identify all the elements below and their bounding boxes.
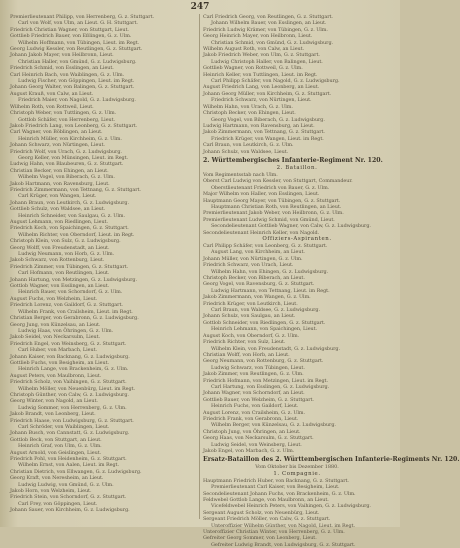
list-item: Secondelieutenant Johann Fuchs, von Brackenheim, G. z. Ulm.	[203, 490, 356, 497]
list-item: Friedrich Ludwig Krämer, von Tübingen, G. z. Ulm.	[203, 26, 328, 33]
list-item: Christian Wolff, von Horb, an Lieut.	[203, 351, 290, 358]
list-item: Gottlob Schneider, von Riedlingen, G. z. Stuttgart.	[203, 319, 326, 326]
section-intro: Vom Regimentsstab nach Ulm.	[203, 171, 278, 178]
list-item: Carl Philipp Schäfer, von Nagold, G. z. Ludwigsburg.	[211, 78, 340, 85]
list-item: Gefreiter Georg Sommer, von Leonberg, Lieut.	[203, 535, 317, 542]
list-item: Georg Vogel, von Biberach, G. z. Ludwigsburg.	[211, 116, 325, 123]
list-item: Carl Braun, von Waldsee, G. z. Ludwigsburg.	[211, 307, 321, 314]
list-item: Gottlieb Schulz, von Waldsee, an Lieut.	[10, 206, 106, 213]
list-item: Carl Frey, von Göppingen, Lieut.	[18, 500, 98, 507]
list-item: Johann Busch, von Cannstatt, G. z. Ludwigsburg.	[10, 430, 130, 437]
list-item: Carl Heinrich Bach, von Waiblingen, G. z. Ulm.	[10, 71, 125, 78]
list-item: Friedrich Stein, von Schorndorf, G. z. Stuttgart.	[10, 494, 127, 501]
list-item: Wilhelm Ernst, von Aalen, Lieut. im Regt.	[18, 462, 119, 469]
list-item: Johann Jakob Mayer, von Heilbronn, Lieut.	[10, 52, 114, 59]
list-item: Christian Berger, von Gerabronn, G. z. Ludwigsburg.	[10, 315, 139, 322]
list-item: Hauptmann Friedrich Huber, von Backnang, G. z. Stuttgart.	[203, 477, 349, 484]
list-item: Christoph Weber, von Tuttlingen, G. z. Ulm.	[10, 110, 117, 117]
list-item: Georg Neumann, von Rottenburg, G. z. Stuttgart.	[203, 358, 324, 365]
list-item: Johann Georg Walter, von Balingen, G. z. Stuttgart.	[10, 84, 135, 91]
list-item: Wilhelm August Roth, von Calw, an Lieut.	[203, 46, 305, 53]
list-item: Carl Friedrich Georg, von Reutlingen, G. z. Stuttgart.	[203, 14, 333, 20]
list-item: Heinrich Schneider, von Saulgau, G. z. Ulm.	[18, 212, 125, 219]
list-item: Jakob Friedrich Weber, von Ulm, G. z. Stuttgart.	[203, 52, 320, 59]
list-item: Johann Schulz, von Saulgau, an Lieut.	[203, 313, 296, 320]
list-item: Wilhelm Roth, von Rottweil, Lieut.	[10, 103, 94, 110]
list-item: Friedrich Koch, von Spaichingen, G. z. Stuttgart.	[10, 225, 129, 232]
list-item: Johann Schwarz, von Nürtingen, Lieut.	[10, 142, 105, 149]
list-item: Johann Schulz, von Waldsee, Lieut.	[203, 148, 289, 155]
list-item: Heinrich Müller, von Kirchheim, G. z. Ulm.	[18, 135, 122, 142]
list-item: Georg Haas, von Neckarsulm, G. z. Stuttgart.	[203, 435, 314, 442]
list-item: Gottlieb Wagner, von Rottweil, G. z. Ulm.	[203, 65, 303, 72]
section-heading-regiment: 2. Württembergisches Infanterie-Regiment Nr. 120.	[203, 156, 383, 164]
list-item: Ludwig Ludwig, von Gmünd, G. z. Ulm.	[18, 481, 114, 488]
list-item: Unteroffizier Christian Winter, von Herrenberg, G. z. Ulm.	[203, 529, 345, 536]
list-item: Friedrich Wolf, von Urach, G. z. Ludwigsburg.	[10, 148, 122, 155]
list-item: Friedrich Frank, von Gerabronn, Lieut.	[203, 415, 299, 422]
list-item: Christoph Günther, von Calw, G. z. Ludwigsburg.	[10, 391, 129, 398]
list-item: August Krauß, von Calw, an Lieut.	[10, 90, 94, 97]
right-column	[203, 14, 460, 548]
list-item: Wilhelm Hoffmann, von Tübingen, Lieut. im Regt.	[18, 39, 140, 46]
list-item: Ludwig Hartmann, von Tettnang, Lieut. im Regt.	[211, 287, 330, 294]
list-item: Sergeant August Scholz, von Neuenbürg, Lieut.	[203, 509, 320, 516]
list-item: Friedrich Zimmer, von Tübingen, G. z. Stuttgart.	[10, 263, 129, 270]
list-item: Jakob Engel, von Marbach, G. z. Ulm.	[203, 448, 295, 454]
list-item: Unteroffizier Wilhelm Günther, von Nagold, Lieut. im Regt.	[211, 522, 356, 529]
list-item: Friedrich Scholz, von Vaihingen, G. z. Stuttgart.	[10, 379, 127, 386]
list-item: Wilhelm Hahn, von Ehingen, G. z. Ludwigsburg.	[211, 268, 329, 275]
list-item: Friedrich Schwarz, von Nürtingen, Lieut.	[211, 97, 312, 104]
list-item: Wilhelm Berger, von Künzelsau, G. z. Ludwigsburg.	[211, 422, 336, 429]
column-divider	[199, 14, 200, 519]
list-item: Jakob Seidel, von Neckarsulm, Lieut.	[10, 334, 101, 341]
list-item: Friedrich Schmid, von Esslingen, an Lieut.	[10, 65, 114, 72]
list-item: Carl Schröder, von Waiblingen, Lieut.	[18, 424, 110, 430]
list-item: Jakob Hartmann, von Ravensburg, Lieut.	[10, 180, 110, 187]
list-item: August Lehmann, von Riedlingen, Lieut.	[10, 219, 108, 225]
list-item: Feldwebel Gottlob Lange, von Maulbronn, an Lieut.	[203, 497, 329, 504]
list-item: Christian Haller, von Gmünd, G. z. Ludwigsburg.	[18, 58, 137, 65]
list-item: Wilhelm Vogel, von Biberach, G. z. Ulm.	[18, 174, 115, 181]
list-item: Wilhelm Hahn, von Urach, G. z. Ulm.	[203, 103, 293, 110]
list-item: Johann Georg Müller, von Kirchheim, G. z. Stuttgart.	[203, 90, 332, 97]
list-item: Friedrich Haase, von Ludwigsburg, G. z. Stuttgart.	[10, 417, 134, 424]
list-item: Ludwig Fischer, von Göppingen, Lieut. im Regt.	[18, 78, 135, 85]
list-item: Friedrich Engel, von Weinsberg, G. z. Stuttgart.	[10, 340, 127, 347]
list-item: Heinrich Graf, von Ulm, G. z. Ulm.	[18, 443, 102, 450]
section-list-company	[203, 478, 391, 548]
list-item: Secondelieutenant Gottlieb Wagner, von Calw, G. z. Ludwigsburg.	[211, 223, 371, 230]
list-item: Johann Kaiser, von Backnang, G. z. Ludwigsburg.	[10, 353, 130, 360]
list-item: Friedrich Pohl, von Heidenheim, G. z. Stuttgart.	[10, 456, 127, 463]
list-item: Carl von Wolf, von Ulm, an Lieut. G. H. Stuttgart.	[18, 20, 138, 27]
list-item: Christoph Becker, von Ehingen, Lieut.	[203, 110, 296, 117]
list-item: Georg Vogel, von Ravensburg, G. z. Stuttgart.	[203, 281, 315, 288]
list-item: Carl Braun, von Leutkirch, G. z. Ulm.	[203, 142, 294, 149]
list-item: Gottlieb Friedrich Bauer, von Eßlingen, G. z. Ulm.	[10, 33, 132, 40]
list-item: Gottlob Beck, von Stuttgart, an Lieut.	[10, 436, 102, 443]
list-item: Gefreiter Ludwig Brandt, von Ludwigsburg, G. z. Stuttgart.	[211, 541, 356, 548]
list-item: Carl Hartung, von Esslingen, G. z. Ludwigsburg.	[211, 383, 330, 390]
list-item: Jakob Zimmermann, von Wangen, G. z. Ulm.	[203, 294, 311, 301]
list-item: Premierlieutenant Jakob Weber, von Heilbronn, G. z. Ulm.	[203, 210, 344, 217]
list-item: Premierlieutenant Philipp, von Herrenberg, G. z. Stuttgart.	[10, 14, 154, 20]
list-item: Jakob Friedrich Lang, von Leonberg, G. z. Stuttgart.	[10, 122, 138, 129]
list-item: Johann Sauer, von Kirchheim, G. z. Ludwigsburg.	[10, 507, 130, 514]
list-item: Oberst Carl Ludwig von Kessler, von Stuttgart, Commandeur.	[203, 178, 353, 185]
list-item: Friedrich Krüger, von Wangen, Lieut. im Regt.	[211, 135, 324, 142]
list-item: Carl Krüger, von Wangen, Lieut.	[18, 193, 97, 200]
list-item: Christoph Jung, von Öhringen, an Lieut.	[203, 428, 301, 435]
list-item: Hauptmann Georg Mayer, von Tübingen, G. z. Stuttgart.	[203, 197, 341, 204]
list-item: Wilhelm Frank, von Crailsheim, Lieut. im Regt.	[18, 308, 133, 315]
list-item: Heinrich Bauer, von Schorndorf, G. z. Ulm.	[18, 289, 123, 296]
list-item: Georg Winter, von Nagold, an Lieut.	[10, 398, 98, 405]
list-item: Gottlob Schäfer, von Herrenberg, Lieut.	[18, 116, 116, 123]
section-subheading-battalion: 2. Bataillon.	[276, 164, 318, 171]
list-item: Jakob Zimmermann, von Tettnang, G. z. Stuttgart.	[203, 129, 325, 136]
page-number: 247	[190, 2, 210, 12]
list-item: Christoph Klein, von Sulz, G. z. Ludwigsburg.	[10, 238, 121, 245]
section-subheading-company: 1. Compagnie.	[273, 470, 321, 477]
list-item: Heinrich Lange, von Brackenheim, G. z. Ulm.	[18, 366, 129, 373]
list-item: Johann Hartung, von Metzingen, G. z. Ludwigsburg.	[10, 276, 138, 283]
list-item: Gottlob Wagner, von Esslingen, an Lieut.	[10, 283, 110, 290]
list-item: Hauptmann Christian Roth, von Reutlingen, an Lieut.	[211, 203, 342, 210]
list-item: Major Wilhelm von Haller, von Esslingen, Lieut.	[203, 191, 320, 198]
list-item: Friedrich Hofmann, von Metzingen, Lieut. im Regt.	[203, 377, 328, 384]
list-item: Jakob Brandt, von Leonberg, Lieut.	[10, 411, 96, 418]
list-item: August Friedrich Lang, von Leonberg, an Lieut.	[203, 84, 320, 91]
list-item: Oberstlieutenant Friedrich von Bauer, G. z. Ulm.	[211, 184, 330, 191]
list-item: Ludwig Neumann, von Horb, G. z. Ulm.	[18, 251, 115, 258]
list-item: Georg Heinrich Mayer, von Heilbronn, Lieut.	[203, 33, 313, 40]
list-item: Ludwig Schwarz, von Tübingen, Lieut.	[211, 364, 305, 371]
list-item: Christoph Becker, von Biberach, an Lieut.	[203, 275, 305, 282]
list-item: Ludwig Seidel, von Weinsberg, Lieut.	[211, 441, 302, 448]
list-item: August Lang, von Kirchheim, an Lieut.	[211, 249, 305, 256]
list-item: August Fuchs, von Welzheim, Lieut.	[10, 295, 98, 302]
list-item: Georg Keller, von Münsingen, Lieut. im Regt.	[18, 154, 129, 161]
list-item: Johann Müller, von Nürtingen, G. z. Ulm.	[203, 255, 303, 262]
list-item: Ludwig Christoph Haller, von Balingen, Lieut.	[211, 58, 323, 65]
list-item: Secondelieutenant Heinrich Keller, von Nagold.	[203, 229, 320, 236]
list-item: Friedrich Richter, von Sulz, Lieut.	[203, 339, 286, 346]
list-item: August Lorenz, von Crailsheim, G. z. Ulm.	[203, 409, 306, 416]
list-item: Wilhelm Möller, von Neuenbürg, Lieut. im Regt.	[18, 385, 136, 392]
section-heading-reserve: Ersatz-Bataillon des 2. Württembergischen Infanterie-Regiments Nr. 120.	[203, 456, 460, 464]
right-column-list	[203, 14, 391, 155]
list-item: Friedrich Christian Wagner, von Stuttgart, Lieut.	[10, 26, 129, 33]
section-list-aspirants	[203, 243, 391, 454]
list-item: Ludwig Hahn, von Blaubeuren, G. z. Stuttgart.	[10, 161, 124, 168]
list-item: Georg Jung, von Künzelsau, an Lieut.	[10, 321, 101, 328]
list-item: Ludwig Haas, von Öhringen, G. z. Ulm.	[18, 327, 114, 334]
section-list-officers	[203, 178, 391, 236]
list-item: Johann Wilhelm Bauer, von Esslingen, an Lieut.	[211, 20, 327, 27]
section-subheading-aspirants: Offiziers-Aspiranten.	[262, 236, 332, 242]
list-item: Sergeant Friedrich Möller, von Calw, G. z. Stuttgart.	[203, 516, 331, 523]
list-item: August Koch, von Oberndorf, G. z. Ulm.	[203, 332, 300, 339]
list-item: Christian Dietrich, von Ellwangen, G. z. Ludwigsburg.	[10, 468, 142, 475]
list-item: Carl Hofmann, von Reutlingen, Lieut.	[18, 270, 110, 277]
list-item: Jakob Schwarz, von Rottenburg, Lieut.	[10, 257, 105, 264]
list-item: Friedrich Schwarz, von Urach, Lieut.	[203, 262, 294, 269]
list-item: Georg Ludwig Kessler, von Reutlingen, G. z. Stuttgart.	[10, 46, 143, 53]
list-item: Carl Wagner, von Böblingen, an Lieut.	[10, 129, 103, 136]
section-date: Vom Oktober bis Dezember 1880.	[255, 464, 339, 471]
list-item: Friedrich Zimmermann, von Tettnang, G. z. Stuttgart.	[10, 186, 141, 193]
list-item: Gottlieb Bauer, von Welzheim, G. z. Stuttgart.	[203, 396, 314, 403]
list-item: Christian Becker, von Ehingen, an Lieut.	[10, 167, 109, 174]
list-item: August Arnold, von Geislingen, Lieut.	[10, 449, 102, 456]
list-item: Christian Schmid, von Gmünd, G. z. Ludwigsburg.	[211, 39, 334, 46]
list-item: Heinrich Lehmann, von Spaichingen, Lieut.	[211, 326, 318, 333]
list-item: Carl Philipp Schäfer, von Leonberg, G. z. Stuttgart.	[203, 243, 328, 249]
list-item: Friedrich Maier, von Nagold, G. z. Ludwigsburg.	[18, 97, 136, 104]
list-item: Jakob Horn, von Welzheim, Lieut.	[10, 488, 92, 495]
list-item: Jakob Zimmer, von Reutlingen, G. z. Ulm.	[203, 371, 304, 378]
list-item: Georg Kraft, von Neresheim, an Lieut.	[10, 475, 104, 482]
list-item: Wilhelm Klein, von Freudenstadt, G. z. Ludwigsburg.	[211, 345, 340, 352]
list-item: Heinrich Fuchs, von Gaildorf, Lieut.	[211, 403, 299, 410]
list-item: Friedrich Krüger, von Leutkirch, Lieut.	[203, 300, 298, 307]
list-item: August Peters, von Maulbronn, Lieut.	[10, 372, 102, 379]
list-item: Johann Braun, von Leutkirch, G. z. Ludwigsburg.	[10, 199, 130, 206]
left-column	[10, 14, 196, 522]
list-item: Premierlieutenant Ludwig Schmid, von Gmünd, Lieut.	[203, 216, 335, 223]
list-item: Ludwig Sommer, von Herrenberg, G. z. Ulm.	[18, 404, 127, 411]
list-item: Gottlieb Fuchs, von Besigheim, an Lieut.	[10, 359, 109, 366]
list-item: Premierlieutenant Carl Kaiser, von Besigheim, Lieut.	[211, 484, 340, 491]
list-item: Vicefeldwebel Heinrich Peters, von Vaihingen, G. z. Ludwigsburg.	[211, 503, 371, 510]
list-item: Georg Wolff, von Freudenstadt, an Lieut.	[10, 244, 110, 251]
list-item: Carl Huber, von Marbach, Lieut.	[18, 347, 98, 354]
list-item: Johann Wagner, von Schorndorf, an Lieut.	[203, 390, 305, 397]
list-item: Friedrich Lorenz, von Gaildorf, G. z. Stuttgart.	[10, 302, 123, 309]
list-item: Ludwig Hartmann, von Ravensburg, an Lieut.	[203, 122, 315, 129]
list-item: Wilhelm Richter, von Oberndorf, Lieut. im Regt.	[18, 231, 135, 238]
list-item: Heinrich Keller, von Tuttlingen, Lieut. im Regt.	[203, 71, 318, 78]
